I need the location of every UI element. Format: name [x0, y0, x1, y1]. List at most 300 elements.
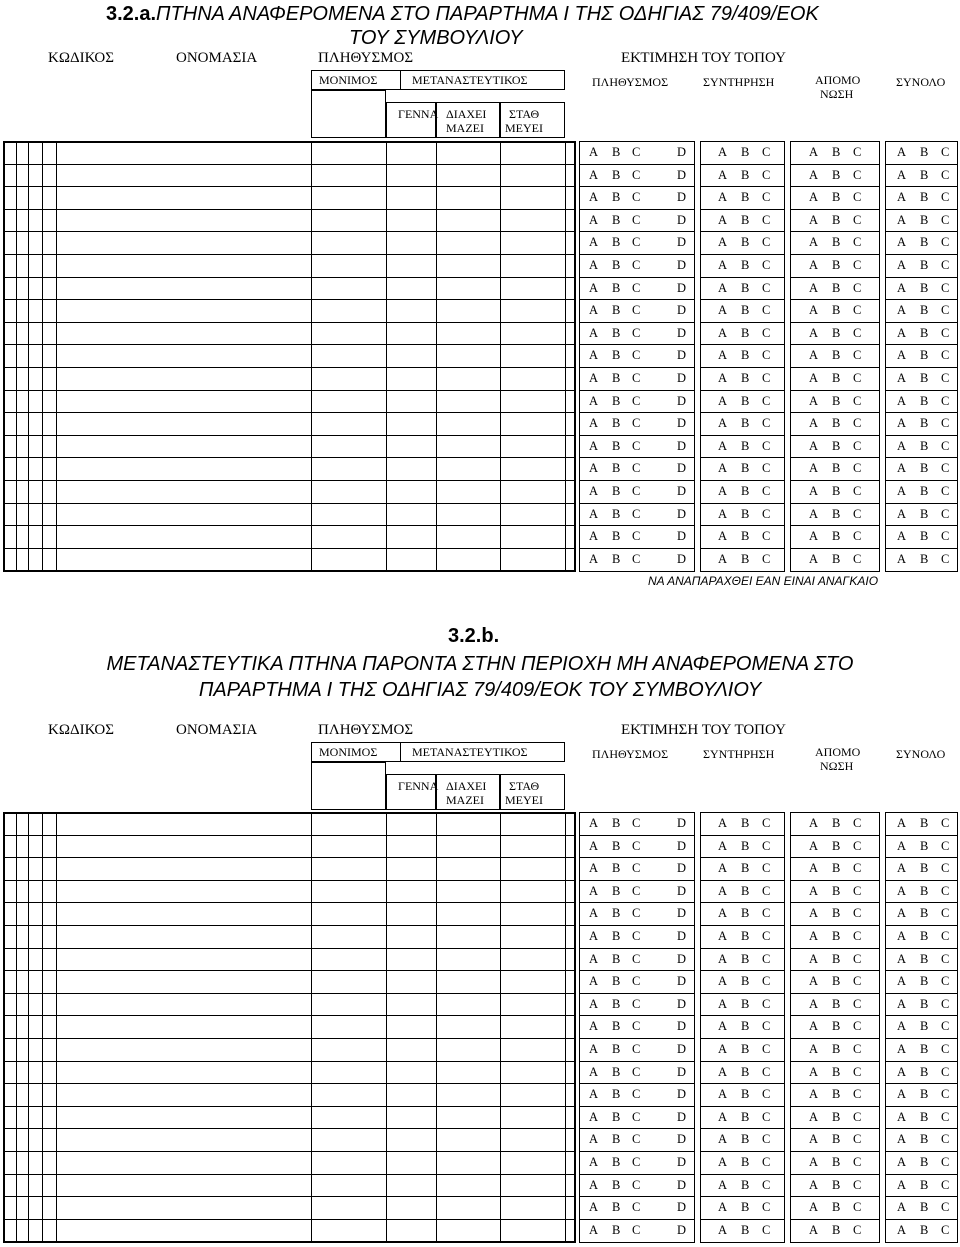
code-option-a[interactable]: A — [897, 145, 907, 159]
code-option-b[interactable]: B — [612, 951, 621, 966]
code-option-b[interactable]: B — [741, 325, 750, 340]
code-option-c[interactable]: C — [853, 145, 862, 159]
code-option-a[interactable]: A — [897, 551, 907, 566]
code-option-a[interactable]: A — [897, 974, 907, 989]
code-option-c[interactable]: C — [762, 838, 771, 853]
code-option-c[interactable]: C — [762, 325, 771, 340]
code-option-c[interactable]: C — [762, 280, 771, 295]
code-option-b[interactable]: B — [920, 393, 929, 408]
code-option-b[interactable]: B — [741, 816, 750, 830]
code-option-a[interactable]: A — [589, 212, 599, 227]
code-option-a[interactable]: A — [897, 951, 907, 966]
code-option-a[interactable]: A — [589, 951, 599, 966]
code-option-d[interactable]: D — [677, 371, 687, 385]
code-option-a[interactable]: A — [589, 974, 599, 989]
code-option-a[interactable]: A — [809, 1042, 819, 1056]
code-option-d[interactable]: D — [677, 929, 687, 943]
code-option-b[interactable]: B — [741, 461, 750, 476]
code-option-c[interactable]: C — [853, 258, 862, 272]
code-option-a[interactable]: A — [718, 167, 728, 182]
code-option-a[interactable]: A — [897, 506, 907, 521]
code-option-a[interactable]: A — [718, 1109, 728, 1124]
code-option-d[interactable]: D — [677, 996, 687, 1011]
code-option-a[interactable]: A — [897, 393, 907, 408]
code-option-c[interactable]: C — [853, 325, 862, 340]
code-option-b[interactable]: B — [832, 484, 841, 498]
code-option-a[interactable]: A — [718, 235, 728, 250]
code-option-a[interactable]: A — [897, 816, 907, 830]
code-option-c[interactable]: C — [762, 861, 771, 876]
code-option-b[interactable]: B — [832, 883, 841, 898]
code-option-a[interactable]: A — [589, 438, 599, 453]
code-option-c[interactable]: C — [853, 1019, 862, 1034]
code-option-a[interactable]: A — [897, 1064, 907, 1079]
code-option-a[interactable]: A — [897, 371, 907, 385]
code-option-d[interactable]: D — [677, 1042, 687, 1056]
code-option-d[interactable]: D — [677, 280, 687, 295]
code-option-b[interactable]: B — [920, 167, 929, 182]
code-option-b[interactable]: B — [832, 167, 841, 182]
code-option-c[interactable]: C — [632, 1177, 641, 1192]
code-option-c[interactable]: C — [853, 461, 862, 476]
code-option-b[interactable]: B — [741, 1155, 750, 1169]
code-option-a[interactable]: A — [897, 838, 907, 853]
code-option-a[interactable]: A — [718, 951, 728, 966]
code-option-a[interactable]: A — [718, 1155, 728, 1169]
code-option-c[interactable]: C — [762, 145, 771, 159]
code-option-a[interactable]: A — [897, 1042, 907, 1056]
code-option-c[interactable]: C — [762, 190, 771, 205]
code-option-b[interactable]: B — [741, 1132, 750, 1147]
code-option-b[interactable]: B — [612, 1155, 621, 1169]
code-option-d[interactable]: D — [677, 838, 687, 853]
code-option-a[interactable]: A — [718, 1064, 728, 1079]
code-option-b[interactable]: B — [920, 1155, 929, 1169]
code-option-d[interactable]: D — [677, 906, 687, 921]
code-option-b[interactable]: B — [741, 1109, 750, 1124]
code-option-b[interactable]: B — [612, 1132, 621, 1147]
code-option-c[interactable]: C — [941, 883, 950, 898]
code-option-d[interactable]: D — [677, 529, 687, 544]
code-option-c[interactable]: C — [632, 167, 641, 182]
code-option-c[interactable]: C — [941, 484, 950, 498]
code-option-b[interactable]: B — [741, 1200, 750, 1215]
code-option-b[interactable]: B — [741, 1087, 750, 1102]
code-option-d[interactable]: D — [677, 1109, 687, 1124]
code-option-a[interactable]: A — [589, 167, 599, 182]
code-option-a[interactable]: A — [809, 506, 819, 521]
code-option-c[interactable]: C — [941, 371, 950, 385]
code-option-d[interactable]: D — [677, 484, 687, 498]
code-option-a[interactable]: A — [809, 438, 819, 453]
code-option-b[interactable]: B — [832, 145, 841, 159]
code-option-d[interactable]: D — [677, 348, 687, 363]
code-option-a[interactable]: A — [718, 461, 728, 476]
code-option-c[interactable]: C — [853, 1042, 862, 1056]
code-option-c[interactable]: C — [941, 190, 950, 205]
code-option-b[interactable]: B — [832, 1109, 841, 1124]
code-option-c[interactable]: C — [632, 1222, 641, 1237]
code-option-b[interactable]: B — [612, 1109, 621, 1124]
code-option-b[interactable]: B — [612, 325, 621, 340]
code-option-b[interactable]: B — [832, 996, 841, 1011]
code-option-b[interactable]: B — [612, 1177, 621, 1192]
code-option-a[interactable]: A — [809, 235, 819, 250]
code-option-a[interactable]: A — [718, 371, 728, 385]
code-option-a[interactable]: A — [897, 212, 907, 227]
code-option-c[interactable]: C — [762, 929, 771, 943]
code-option-b[interactable]: B — [832, 1042, 841, 1056]
code-option-b[interactable]: B — [741, 506, 750, 521]
code-option-d[interactable]: D — [677, 951, 687, 966]
code-option-a[interactable]: A — [718, 348, 728, 363]
code-option-b[interactable]: B — [612, 929, 621, 943]
code-option-b[interactable]: B — [612, 167, 621, 182]
code-option-a[interactable]: A — [809, 838, 819, 853]
code-option-b[interactable]: B — [832, 551, 841, 566]
code-option-c[interactable]: C — [853, 951, 862, 966]
code-option-b[interactable]: B — [832, 951, 841, 966]
code-option-b[interactable]: B — [612, 348, 621, 363]
code-option-c[interactable]: C — [632, 883, 641, 898]
code-option-b[interactable]: B — [920, 1087, 929, 1102]
code-option-a[interactable]: A — [897, 883, 907, 898]
code-option-a[interactable]: A — [589, 303, 599, 318]
code-option-b[interactable]: B — [612, 816, 621, 830]
code-option-a[interactable]: A — [809, 1177, 819, 1192]
code-option-a[interactable]: A — [718, 929, 728, 943]
code-option-c[interactable]: C — [941, 1177, 950, 1192]
code-option-a[interactable]: A — [897, 461, 907, 476]
code-option-b[interactable]: B — [832, 1200, 841, 1215]
code-option-a[interactable]: A — [718, 280, 728, 295]
code-option-c[interactable]: C — [853, 816, 862, 830]
code-option-c[interactable]: C — [941, 325, 950, 340]
code-option-b[interactable]: B — [741, 861, 750, 876]
code-option-b[interactable]: B — [832, 1087, 841, 1102]
code-option-b[interactable]: B — [741, 371, 750, 385]
code-option-c[interactable]: C — [632, 212, 641, 227]
code-option-a[interactable]: A — [809, 551, 819, 566]
code-option-c[interactable]: C — [941, 280, 950, 295]
code-option-c[interactable]: C — [762, 235, 771, 250]
code-option-b[interactable]: B — [920, 883, 929, 898]
code-option-c[interactable]: C — [762, 438, 771, 453]
code-option-c[interactable]: C — [632, 996, 641, 1011]
code-option-a[interactable]: A — [897, 258, 907, 272]
code-option-d[interactable]: D — [677, 1177, 687, 1192]
code-option-b[interactable]: B — [741, 190, 750, 205]
code-option-b[interactable]: B — [741, 167, 750, 182]
code-option-a[interactable]: A — [718, 1222, 728, 1237]
code-option-c[interactable]: C — [762, 1155, 771, 1169]
code-option-c[interactable]: C — [632, 416, 641, 431]
code-option-c[interactable]: C — [762, 951, 771, 966]
code-option-a[interactable]: A — [718, 551, 728, 566]
code-option-b[interactable]: B — [920, 816, 929, 830]
code-option-b[interactable]: B — [920, 438, 929, 453]
code-option-b[interactable]: B — [832, 1064, 841, 1079]
code-option-c[interactable]: C — [941, 145, 950, 159]
code-option-d[interactable]: D — [677, 235, 687, 250]
code-option-b[interactable]: B — [612, 371, 621, 385]
code-option-c[interactable]: C — [853, 1155, 862, 1169]
code-option-a[interactable]: A — [589, 461, 599, 476]
code-option-b[interactable]: B — [741, 235, 750, 250]
code-option-c[interactable]: C — [853, 393, 862, 408]
code-option-d[interactable]: D — [677, 438, 687, 453]
code-option-c[interactable]: C — [762, 1132, 771, 1147]
code-option-b[interactable]: B — [832, 838, 841, 853]
code-option-b[interactable]: B — [612, 235, 621, 250]
code-option-a[interactable]: A — [718, 1019, 728, 1034]
code-option-b[interactable]: B — [741, 212, 750, 227]
code-option-c[interactable]: C — [853, 280, 862, 295]
code-option-a[interactable]: A — [589, 235, 599, 250]
code-option-a[interactable]: A — [897, 929, 907, 943]
code-option-c[interactable]: C — [941, 1087, 950, 1102]
code-option-b[interactable]: B — [832, 974, 841, 989]
code-option-c[interactable]: C — [632, 235, 641, 250]
code-option-c[interactable]: C — [632, 258, 641, 272]
code-option-a[interactable]: A — [589, 906, 599, 921]
code-option-a[interactable]: A — [718, 258, 728, 272]
code-option-a[interactable]: A — [718, 1132, 728, 1147]
code-option-b[interactable]: B — [612, 1042, 621, 1056]
code-option-a[interactable]: A — [589, 861, 599, 876]
code-option-b[interactable]: B — [920, 461, 929, 476]
code-option-a[interactable]: A — [718, 906, 728, 921]
code-option-b[interactable]: B — [832, 258, 841, 272]
code-option-a[interactable]: A — [897, 1222, 907, 1237]
code-option-d[interactable]: D — [677, 258, 687, 272]
code-option-c[interactable]: C — [941, 929, 950, 943]
code-option-a[interactable]: A — [897, 1087, 907, 1102]
code-option-a[interactable]: A — [589, 506, 599, 521]
code-option-c[interactable]: C — [632, 348, 641, 363]
code-option-b[interactable]: B — [612, 303, 621, 318]
code-option-b[interactable]: B — [832, 506, 841, 521]
code-option-c[interactable]: C — [941, 816, 950, 830]
code-option-c[interactable]: C — [762, 883, 771, 898]
code-option-b[interactable]: B — [920, 929, 929, 943]
code-option-a[interactable]: A — [809, 348, 819, 363]
code-option-a[interactable]: A — [718, 506, 728, 521]
code-option-c[interactable]: C — [632, 461, 641, 476]
code-option-a[interactable]: A — [809, 190, 819, 205]
code-option-b[interactable]: B — [920, 145, 929, 159]
code-option-a[interactable]: A — [718, 838, 728, 853]
code-option-a[interactable]: A — [718, 1087, 728, 1102]
code-option-a[interactable]: A — [897, 438, 907, 453]
code-option-b[interactable]: B — [612, 861, 621, 876]
code-option-a[interactable]: A — [589, 1200, 599, 1215]
code-option-a[interactable]: A — [897, 1177, 907, 1192]
code-option-c[interactable]: C — [853, 438, 862, 453]
code-option-b[interactable]: B — [612, 883, 621, 898]
code-option-b[interactable]: B — [920, 861, 929, 876]
code-option-b[interactable]: B — [832, 280, 841, 295]
code-option-b[interactable]: B — [612, 1019, 621, 1034]
code-option-b[interactable]: B — [920, 974, 929, 989]
code-option-b[interactable]: B — [920, 1109, 929, 1124]
code-option-a[interactable]: A — [589, 484, 599, 498]
code-option-b[interactable]: B — [612, 393, 621, 408]
code-option-a[interactable]: A — [809, 1222, 819, 1237]
code-option-b[interactable]: B — [832, 1222, 841, 1237]
code-option-a[interactable]: A — [809, 212, 819, 227]
code-option-a[interactable]: A — [718, 883, 728, 898]
code-option-c[interactable]: C — [853, 974, 862, 989]
code-option-b[interactable]: B — [612, 529, 621, 544]
code-option-d[interactable]: D — [677, 974, 687, 989]
code-option-c[interactable]: C — [632, 1109, 641, 1124]
code-option-b[interactable]: B — [741, 529, 750, 544]
code-option-c[interactable]: C — [941, 1109, 950, 1124]
code-option-a[interactable]: A — [589, 1155, 599, 1169]
code-option-a[interactable]: A — [897, 1019, 907, 1034]
code-option-b[interactable]: B — [741, 303, 750, 318]
code-option-b[interactable]: B — [612, 484, 621, 498]
code-option-a[interactable]: A — [718, 1177, 728, 1192]
code-option-d[interactable]: D — [677, 1087, 687, 1102]
code-option-b[interactable]: B — [741, 145, 750, 159]
code-option-b[interactable]: B — [920, 906, 929, 921]
code-option-a[interactable]: A — [718, 325, 728, 340]
code-option-d[interactable]: D — [677, 1222, 687, 1237]
code-option-c[interactable]: C — [941, 1200, 950, 1215]
code-option-a[interactable]: A — [718, 145, 728, 159]
code-option-b[interactable]: B — [920, 1177, 929, 1192]
code-option-a[interactable]: A — [809, 484, 819, 498]
code-option-b[interactable]: B — [920, 190, 929, 205]
code-option-c[interactable]: C — [632, 951, 641, 966]
code-option-b[interactable]: B — [741, 551, 750, 566]
code-option-c[interactable]: C — [762, 906, 771, 921]
code-option-c[interactable]: C — [941, 974, 950, 989]
code-option-d[interactable]: D — [677, 212, 687, 227]
code-option-d[interactable]: D — [677, 816, 687, 830]
code-option-a[interactable]: A — [897, 1200, 907, 1215]
code-option-a[interactable]: A — [897, 1155, 907, 1169]
code-option-c[interactable]: C — [853, 1177, 862, 1192]
code-option-b[interactable]: B — [612, 551, 621, 566]
code-option-b[interactable]: B — [920, 838, 929, 853]
code-option-c[interactable]: C — [853, 167, 862, 182]
code-option-c[interactable]: C — [632, 1155, 641, 1169]
code-option-b[interactable]: B — [920, 506, 929, 521]
code-option-a[interactable]: A — [718, 816, 728, 830]
code-option-a[interactable]: A — [589, 816, 599, 830]
code-option-a[interactable]: A — [589, 190, 599, 205]
code-option-a[interactable]: A — [809, 280, 819, 295]
code-option-a[interactable]: A — [809, 416, 819, 431]
code-option-b[interactable]: B — [920, 348, 929, 363]
code-option-b[interactable]: B — [741, 393, 750, 408]
code-option-b[interactable]: B — [741, 838, 750, 853]
code-option-c[interactable]: C — [853, 838, 862, 853]
code-option-b[interactable]: B — [741, 438, 750, 453]
code-option-b[interactable]: B — [612, 461, 621, 476]
code-option-d[interactable]: D — [677, 145, 687, 159]
code-option-b[interactable]: B — [741, 951, 750, 966]
code-option-c[interactable]: C — [632, 1200, 641, 1215]
code-option-b[interactable]: B — [612, 906, 621, 921]
code-option-c[interactable]: C — [632, 1087, 641, 1102]
code-option-b[interactable]: B — [920, 1200, 929, 1215]
code-option-c[interactable]: C — [941, 906, 950, 921]
code-option-c[interactable]: C — [762, 212, 771, 227]
code-option-a[interactable]: A — [809, 145, 819, 159]
code-option-c[interactable]: C — [941, 838, 950, 853]
code-option-c[interactable]: C — [762, 816, 771, 830]
code-option-c[interactable]: C — [941, 461, 950, 476]
code-option-c[interactable]: C — [762, 551, 771, 566]
code-option-a[interactable]: A — [589, 996, 599, 1011]
code-option-c[interactable]: C — [632, 838, 641, 853]
code-option-c[interactable]: C — [762, 1019, 771, 1034]
code-option-c[interactable]: C — [853, 1222, 862, 1237]
code-option-c[interactable]: C — [853, 861, 862, 876]
code-option-a[interactable]: A — [809, 951, 819, 966]
code-option-c[interactable]: C — [632, 371, 641, 385]
code-option-b[interactable]: B — [920, 1042, 929, 1056]
code-option-c[interactable]: C — [632, 393, 641, 408]
code-option-b[interactable]: B — [612, 506, 621, 521]
code-option-c[interactable]: C — [853, 906, 862, 921]
code-option-b[interactable]: B — [832, 1019, 841, 1034]
code-option-c[interactable]: C — [762, 461, 771, 476]
code-option-a[interactable]: A — [809, 325, 819, 340]
code-option-c[interactable]: C — [762, 1177, 771, 1192]
code-option-a[interactable]: A — [897, 280, 907, 295]
code-option-c[interactable]: C — [941, 393, 950, 408]
code-option-d[interactable]: D — [677, 883, 687, 898]
code-option-c[interactable]: C — [941, 303, 950, 318]
code-option-d[interactable]: D — [677, 325, 687, 340]
code-option-c[interactable]: C — [762, 996, 771, 1011]
code-option-c[interactable]: C — [853, 529, 862, 544]
code-option-a[interactable]: A — [809, 529, 819, 544]
code-option-d[interactable]: D — [677, 1019, 687, 1034]
code-option-c[interactable]: C — [762, 348, 771, 363]
code-option-d[interactable]: D — [677, 551, 687, 566]
code-option-b[interactable]: B — [612, 1200, 621, 1215]
code-option-a[interactable]: A — [809, 1087, 819, 1102]
code-option-b[interactable]: B — [832, 529, 841, 544]
code-option-b[interactable]: B — [832, 1177, 841, 1192]
code-option-a[interactable]: A — [809, 393, 819, 408]
code-option-a[interactable]: A — [809, 1155, 819, 1169]
code-option-b[interactable]: B — [920, 280, 929, 295]
code-option-c[interactable]: C — [941, 996, 950, 1011]
code-option-a[interactable]: A — [809, 861, 819, 876]
code-option-c[interactable]: C — [762, 258, 771, 272]
code-option-c[interactable]: C — [632, 906, 641, 921]
code-option-b[interactable]: B — [920, 416, 929, 431]
code-option-b[interactable]: B — [832, 235, 841, 250]
code-option-b[interactable]: B — [612, 258, 621, 272]
code-option-a[interactable]: A — [897, 484, 907, 498]
code-option-a[interactable]: A — [718, 974, 728, 989]
code-option-c[interactable]: C — [941, 438, 950, 453]
code-option-a[interactable]: A — [589, 529, 599, 544]
code-option-c[interactable]: C — [632, 529, 641, 544]
code-option-a[interactable]: A — [897, 235, 907, 250]
code-option-c[interactable]: C — [941, 1132, 950, 1147]
code-option-c[interactable]: C — [853, 506, 862, 521]
code-option-b[interactable]: B — [832, 438, 841, 453]
